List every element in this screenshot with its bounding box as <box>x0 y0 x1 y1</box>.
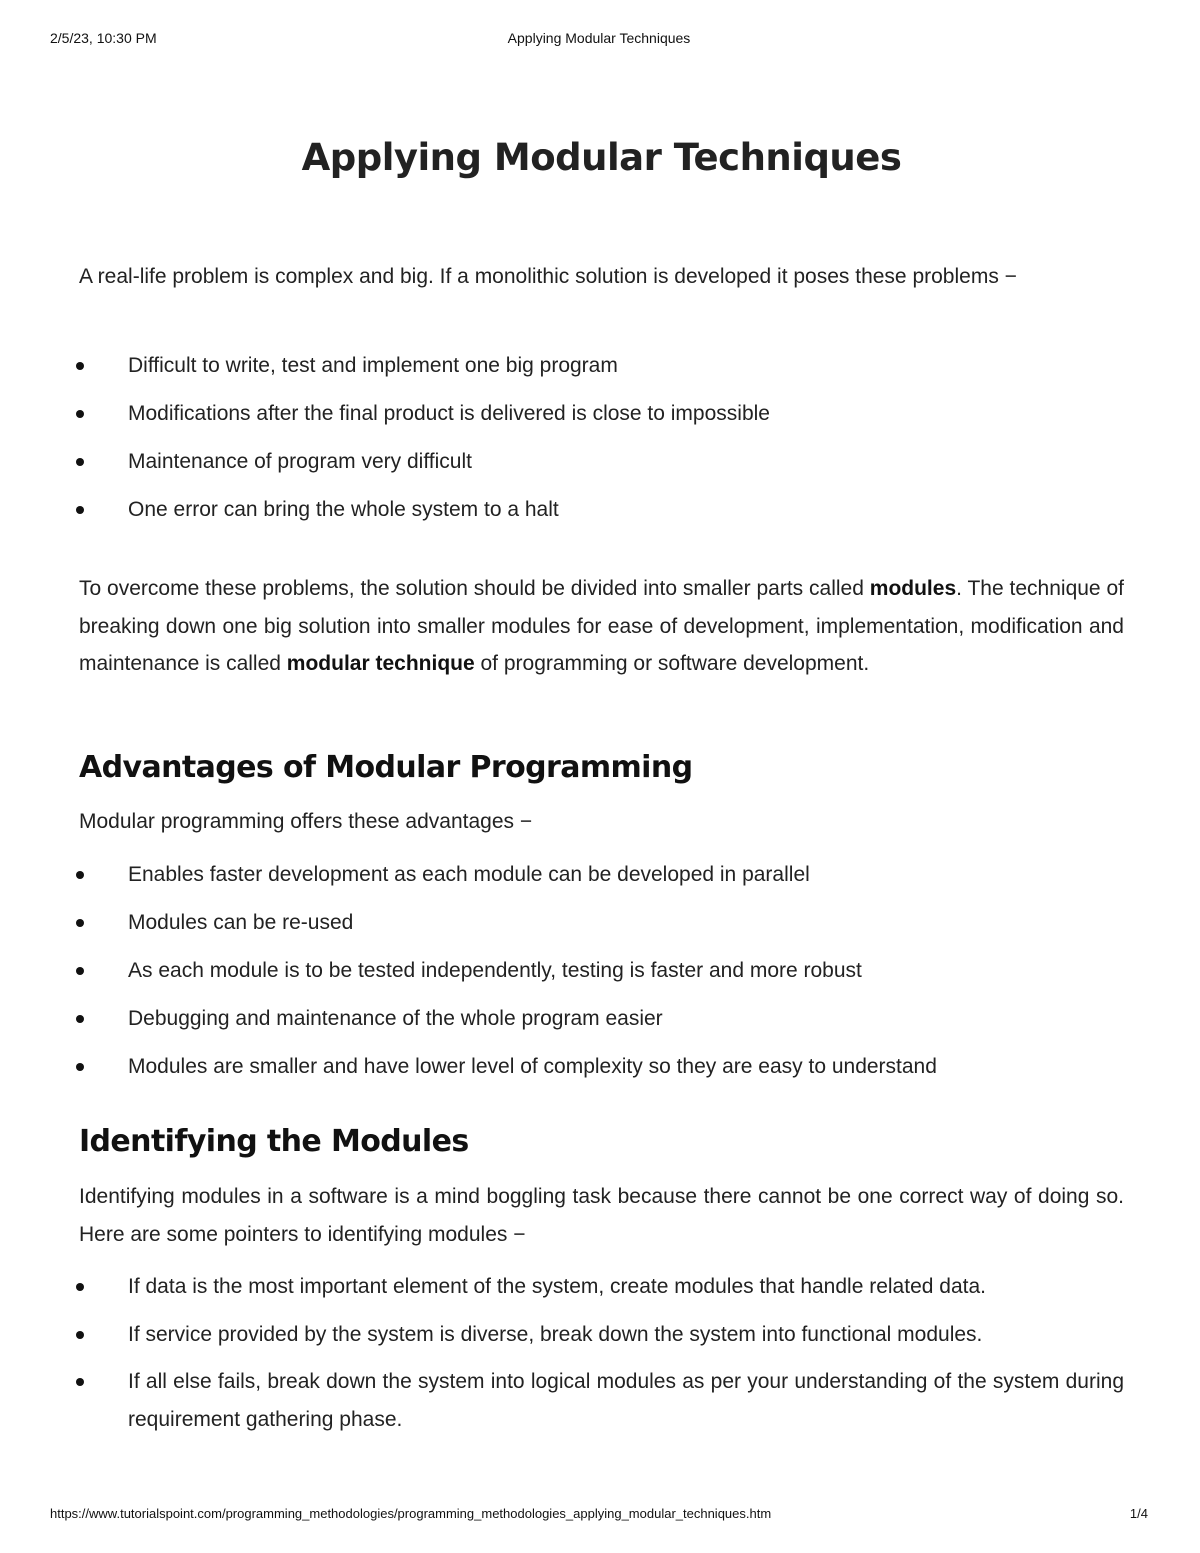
bullet-icon <box>76 1283 84 1291</box>
identifying-heading: Identifying the Modules <box>79 1124 469 1159</box>
bullet-icon <box>76 458 84 466</box>
print-date: 2/5/23, 10:30 PM <box>50 30 157 46</box>
list-item <box>79 1268 1124 1306</box>
list-item-text: One error can bring the whole system to a halt <box>128 498 559 521</box>
bullet-icon <box>76 967 84 975</box>
problems-list <box>79 347 1124 539</box>
pointers-list <box>79 1268 1124 1448</box>
bullet-icon <box>76 506 84 514</box>
list-item-text: Modifications after the final product is delivered is close to impossible <box>128 402 770 425</box>
bullet-icon <box>76 1063 84 1071</box>
list-item <box>79 856 1124 894</box>
bullet-icon <box>76 1331 84 1339</box>
page-number: 1/4 <box>1129 1506 1148 1521</box>
bullet-icon <box>76 1015 84 1023</box>
list-item-text: Maintenance of program very difficult <box>128 450 472 473</box>
list-item-text: Debugging and maintenance of the whole program easier <box>128 1007 663 1030</box>
list-item <box>79 443 1124 481</box>
bullet-icon <box>76 362 84 370</box>
list-item <box>79 491 1124 529</box>
overcome-paragraph <box>79 570 1124 683</box>
list-item <box>79 1316 1124 1354</box>
list-item <box>79 952 1124 990</box>
advantages-intro: Modular programming offers these advantages − <box>79 810 533 833</box>
print-header <box>50 30 1148 48</box>
bullet-icon <box>76 871 84 879</box>
advantages-list <box>79 856 1124 1096</box>
identifying-intro: Identifying modules in a software is a mind boggling task because there cannot be one correct way of doing so. Here are some pointers to identifying modules − <box>79 1185 1124 1246</box>
list-item-text: Difficult to write, test and implement one big program <box>128 354 618 377</box>
list-item-text: If all else fails, break down the system into logical modules as per your understanding of the system during requirement gathering phase. <box>128 1370 1124 1431</box>
bullet-icon <box>76 919 84 927</box>
list-item-text: If service provided by the system is diverse, break down the system into functional modules. <box>128 1322 983 1346</box>
advantages-heading: Advantages of Modular Programming <box>79 750 693 785</box>
intro-paragraph: A real-life problem is complex and big. If a monolithic solution is developed it poses these problems − <box>79 265 1017 288</box>
list-item <box>79 395 1124 433</box>
term-modular-technique: modular technique <box>286 652 475 675</box>
overcome-text-1: To overcome these problems, the solution should be divided into smaller parts called <box>79 577 870 600</box>
list-item-text: As each module is to be tested independently, testing is faster and more robust <box>128 959 862 982</box>
list-item-text: Modules are smaller and have lower level of complexity so they are easy to understand <box>128 1055 937 1078</box>
term-modules: modules <box>869 577 957 600</box>
list-item-text: Enables faster development as each module can be developed in parallel <box>128 863 810 886</box>
bullet-icon <box>76 1378 84 1386</box>
list-item <box>79 1048 1124 1086</box>
overcome-text-2: . The technique of breaking down one big solution into smaller modules for ease of development, implementation, modification and maintenance is called <box>79 577 1124 675</box>
page-url: https://www.tutorialspoint.com/programming_methodologies/programming_methodologies_applying_modular_techniques.htm <box>50 1506 772 1521</box>
overcome-text-3: of programming or software development. <box>474 652 870 675</box>
print-document-title: Applying Modular Techniques <box>507 30 691 46</box>
list-item <box>79 1000 1124 1038</box>
list-item <box>79 347 1124 385</box>
page-title: Applying Modular Techniques <box>301 136 902 179</box>
list-item <box>79 1363 1124 1438</box>
list-item-text: Modules can be re-used <box>128 911 354 934</box>
list-item-text: If data is the most important element of the system, create modules that handle related data. <box>128 1275 986 1298</box>
bullet-icon <box>76 410 84 418</box>
list-item <box>79 904 1124 942</box>
